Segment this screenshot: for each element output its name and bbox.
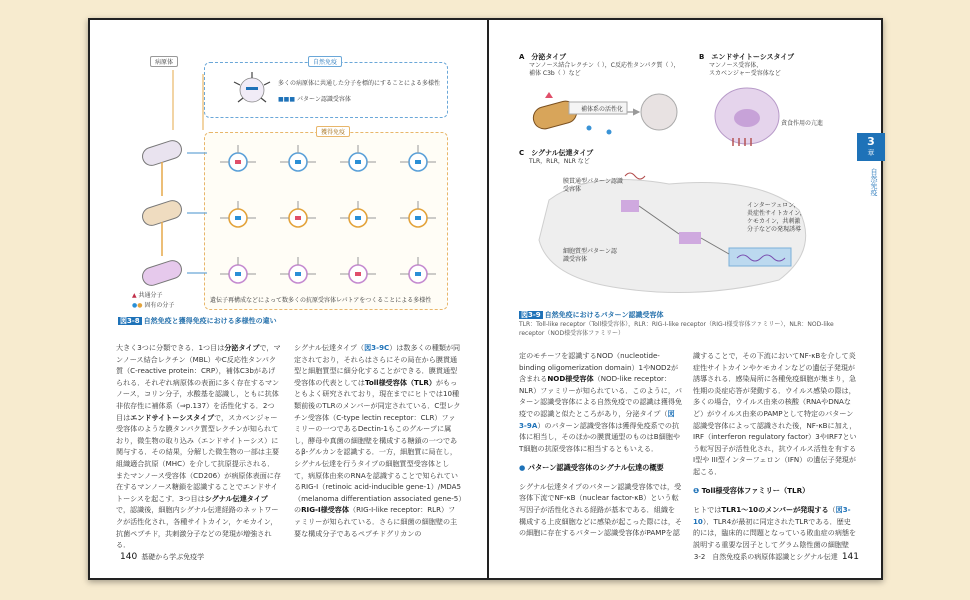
innate-cell-icon — [230, 70, 274, 110]
acquired-cells-grid — [208, 140, 448, 290]
fig-c-output-1: インターフェロン， — [747, 202, 800, 209]
chapter-number: 3 — [867, 135, 875, 148]
left-col-1-text: 大きく3つに分類できる．1つ目は分泌タイプで，マンノース結合レクチン（MBL）やC反応性タンパク質（C-reactive protein：CRP），補体C3bがあげられる．それぞれ病原体の表面に多く存在するマンノース，コリン分子，水酸基を認識し，ともに抗体非依存性に補体系（⇒p.137）を活性化する．2つ目はエンドサイトーシスタイプで，スカベンジャー受容体のような膜タンパク質型レクチンが知られており，微生物の取り込み（エンドサイトーシス）に関与する．その結果，分解した微生物の一部は主要組織適合抗原（MHC）を介して抗原提示される．またマンノース受容体（CD206）が病原体表面に存在するマンノース糖鎖を認識することでエンドサイトーシスを起こす．3つ目はシグナル伝達タイプで，認識後，細胞内シグナル伝達経路のネットワークが活性化され，各種サイトカイン，ケモカイン，抗菌ペプチド，共刺激分子などの発現が増強される． — [116, 343, 281, 550]
innate-receptor-label: ■■■ パターン認識受容体 — [278, 96, 351, 103]
fig-c-membrane-label: 膜貫通型パターン認識受容体 — [563, 178, 623, 193]
fig-b-cell-illustration — [709, 80, 789, 150]
fig-a-desc-2: 補体 C3b（ ）など — [529, 70, 581, 77]
figure-3-8 — [118, 54, 458, 316]
legend-common: ▲ 共通分子 — [132, 292, 163, 299]
chapter-side-title: 自然免疫 — [870, 168, 878, 196]
left-col-1 — [116, 342, 281, 551]
right-col-1-text-2: シグナル伝達タイプのパターン認識受容体では，受容体下流でNF-κB（nuclear factor-κB）という転写因子が活性化される経路が基本である．組織を構成する上皮細胞などに感染が起こった際には，その細胞に存在するパターン認識受容体がPAMPを認 — [519, 481, 683, 538]
fig-a-desc-1: マンノース結合レクチン（ ），C反応性タンパク質（ ）， — [529, 62, 680, 69]
fig-c-cyto-label: 細胞質型パターン認識受容体 — [563, 248, 617, 263]
legend-specific: ●● 固有の分子 — [132, 302, 175, 309]
fig-b-desc-1: マンノース受容体， — [709, 62, 763, 69]
right-page — [489, 20, 883, 578]
fig-c-desc: TLR，RLR，NLR など — [529, 158, 590, 165]
book-spread — [88, 18, 883, 580]
chapter-tab — [857, 133, 885, 161]
right-col-2-text: 識することで，その下流においてNF-κBを介して炎症性サイトカインやケモカインなどの遺伝子発現が誘導される．感染局所に各種免疫細胞が集まり，急性期の炎症応答が発動する．ウイルス感染の際は，多くの場合，ウイルス由来の核酸（RNAやDNAなど）がウイルス由来のPAMPとして特定のパターン認識受容体によって認識された後，NF-κBに加え，IRF（interferon regulatory factor）3やIRF7という転写因子が活性化され，抗ウイルス活性を有するI型や III型インターフェロン（IFN）の遺伝子発現が起こる． — [693, 351, 857, 476]
fig-c-output-2: 炎症性サイトカイン， — [747, 210, 806, 217]
fig-a-arrow-label: 補体系の活性化 — [581, 106, 624, 113]
right-col-2-text-2: ヒトではTLR1〜10のメンバーが発現する（図3-10）．TLR4が最初に同定されたTLRである．歴史的には，臨床的に問題となっている敗血症の病態を説明する重要な因子としてグラム陰性菌の細胞壁 — [693, 504, 857, 549]
fig-c-output-4: 分子などの発現誘導 — [747, 226, 802, 233]
fig-c-title: C シグナル伝達タイプ — [519, 149, 594, 157]
right-col-1 — [519, 350, 682, 539]
innate-label: 自然免疫 — [308, 56, 342, 67]
right-folio: 3-2 自然免疫系の病原体認識とシグナル伝達 141 — [693, 552, 859, 562]
figure-3-9-sub-1: TLR：Toll-like receptor（Toll様受容体），RLR：RIG-I-like receptor（RIG-I様受容体ファミリー），NLR：NOD-like — [519, 321, 834, 328]
figure-3-9-sub-2: receptor（NOD様受容体ファミリー） — [519, 330, 625, 337]
fig-b-title: B エンドサイトーシスタイプ — [699, 53, 795, 61]
pathogen-connector-lines — [168, 70, 208, 200]
fig-c-output-3: ケモカイン，共刺激 — [747, 218, 801, 225]
figure-3-8-caption: 図3-8 自然免疫と獲得免疫における多様性の違い — [120, 317, 277, 325]
pathogen-label: 病原体 — [150, 56, 178, 67]
left-col-2-text: シグナル伝達タイプ（図3-9C）は数多くの種類が同定されており，それらはさらにその局在から膜貫通型と細胞質型に細分化することができる．膜貫通型受容体の代表としてはToll様受容体（TLR）がもっともよく研究されており，現在までにヒトでは10種類前後のTLRのメンバーが同定されている．C型レクチン受容体（C-type lectin receptor：CLR）ファミリーの一つであるDectin-1もこのグループに属し，酵母や真菌の細胞壁を構成する糖鎖の一つであるβ-グルカンを認識する．一方，細胞質に局在し，シグナル伝達を行うタイプの細胞質型受容体として，病原体由来のRNAを認識することで知られているRIG-I（retinoic acid-inducible gene-1）/MDA5（melanoma differentiation associated gene-5）のRIG-I様受容体（RIG-I-like receptor：RLR）ファミリーが知られている．さらに細菌の細胞壁の主要な構成分子であるペプチドグリカンの — [294, 343, 462, 538]
figure-3-9 — [519, 52, 839, 308]
right-col-1-heading: ● パターン認識受容体のシグナル伝達の概要 — [519, 462, 664, 472]
right-col-1-text: 定のモチーフを認識するNOD（nucleotide-binding oligomerization domain）1やNOD2が含まれるNOD様受容体（NOD-like receptor：NLR）ファミリーが知られている．このように，パターン認識受容体による自然免疫での認識は獲得免疫での認識と似たところがあり，分泌タイプ（図3-9A）のパターン認識受容体は獲得免疫系での抗体に相当し，そのほかの膜貫通型のものはB細胞やT細胞の抗原受容体に相当するともいえる． — [519, 351, 683, 453]
left-col-2 — [294, 342, 462, 539]
right-col-2-heading: ❶ Toll様受容体ファミリー（TLR） — [693, 485, 810, 495]
acquired-desc: 遺伝子再構成などによって数多くの抗原受容体レパトアをつくることによる多様性 — [210, 297, 432, 304]
right-page-number: 141 — [841, 552, 859, 562]
fig-b-label: 貪食作用の亢進 — [781, 120, 824, 127]
innate-desc: 多くの病原体に共通した分子を標的にすることによる多様性 — [278, 80, 441, 87]
left-folio: 140 基礎から学ぶ免疫学 — [120, 552, 205, 562]
chapter-label: 章 — [867, 149, 875, 157]
left-page-number: 140 — [120, 552, 138, 562]
right-col-2 — [693, 350, 857, 550]
acquired-label: 獲得免疫 — [316, 126, 350, 137]
fig-b-desc-2: スカベンジャー受容体など — [709, 70, 781, 77]
figure-3-9-caption: 図3-9 自然免疫におけるパターン認識受容体 — [521, 311, 664, 319]
fig-a-title: A 分泌タイプ — [519, 53, 567, 61]
left-page — [90, 20, 487, 578]
